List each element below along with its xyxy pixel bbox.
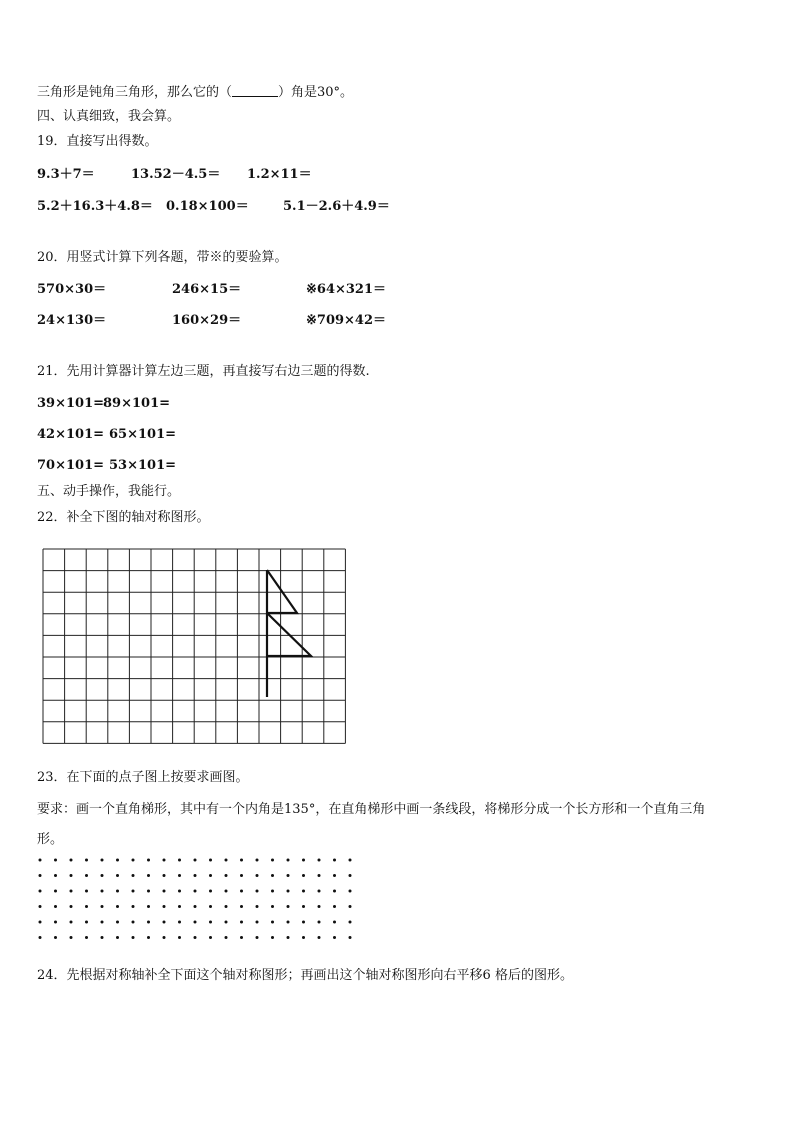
- dot: [163, 921, 166, 924]
- dot: [39, 890, 42, 893]
- dot: [333, 859, 336, 862]
- dot: [85, 859, 88, 862]
- dot: [147, 874, 150, 877]
- q21-item: 53×101=: [109, 458, 177, 473]
- dot: [54, 921, 57, 924]
- dot: [116, 936, 119, 939]
- dot: [147, 921, 150, 924]
- question-23-requirement: 要求：画一个直角梯形，其中有一个内角是135°，在直角梯形中画一条线段，将梯形分成一个长方形和一个直角三角: [37, 802, 706, 817]
- dot: [318, 921, 321, 924]
- q20-item: ※709×42＝: [306, 313, 387, 328]
- dot: [194, 936, 197, 939]
- q21-item: 89×101=: [103, 396, 171, 411]
- dot: [302, 874, 305, 877]
- question-24-title: 24．先根据对称轴补全下面这个轴对称图形；再画出这个轴对称图形向右平移6 格后的图形。: [37, 968, 573, 983]
- dot: [54, 874, 57, 877]
- dot: [256, 890, 259, 893]
- dot: [302, 905, 305, 908]
- dot: [116, 921, 119, 924]
- q20-item: 570×30＝: [37, 282, 107, 297]
- dot: [70, 921, 73, 924]
- dot: [333, 890, 336, 893]
- dot: [132, 874, 135, 877]
- dot: [225, 890, 228, 893]
- dot: [318, 905, 321, 908]
- dot: [318, 936, 321, 939]
- dot: [116, 905, 119, 908]
- dot: [39, 905, 42, 908]
- dot: [256, 936, 259, 939]
- q20-item: 246×15＝: [172, 282, 242, 297]
- upper-triangle: [267, 570, 297, 613]
- dot: [178, 936, 181, 939]
- dot-grid: [39, 859, 352, 940]
- dot: [240, 890, 243, 893]
- dot: [85, 890, 88, 893]
- dot: [287, 874, 290, 877]
- dot: [302, 936, 305, 939]
- dot: [163, 936, 166, 939]
- q21-item: 65×101=: [109, 427, 177, 442]
- dot: [318, 874, 321, 877]
- half-figure: [267, 570, 311, 697]
- section-5-heading: 五、动手操作，我能行。: [37, 484, 181, 499]
- dot: [163, 859, 166, 862]
- dot: [349, 859, 352, 862]
- dot: [240, 859, 243, 862]
- question-23-title: 23．在下面的点子图上按要求画图。: [37, 770, 249, 785]
- dot: [70, 890, 73, 893]
- question-22-title: 22．补全下图的轴对称图形。: [37, 510, 210, 525]
- dot: [349, 936, 352, 939]
- dot: [39, 859, 42, 862]
- dot: [209, 905, 212, 908]
- q19-item: 5.1－2.6＋4.9＝: [283, 199, 390, 214]
- lower-triangle: [267, 613, 311, 656]
- dot: [240, 905, 243, 908]
- dot: [194, 921, 197, 924]
- q19-item: 1.2×11＝: [247, 167, 312, 182]
- dot: [225, 936, 228, 939]
- dot: [225, 905, 228, 908]
- dot: [302, 859, 305, 862]
- dot: [178, 890, 181, 893]
- q20-item: ※64×321＝: [306, 282, 387, 297]
- dot: [256, 905, 259, 908]
- dot: [85, 874, 88, 877]
- dot: [271, 905, 274, 908]
- dot: [349, 921, 352, 924]
- dot: [287, 890, 290, 893]
- dot: [256, 921, 259, 924]
- dot: [101, 890, 104, 893]
- dot: [225, 859, 228, 862]
- dot: [116, 890, 119, 893]
- dot: [54, 905, 57, 908]
- question-23-requirement-cont: 形。: [37, 832, 64, 847]
- dot: [116, 859, 119, 862]
- dot: [147, 859, 150, 862]
- q20-item: 24×130＝: [37, 313, 107, 328]
- dot: [54, 859, 57, 862]
- dot: [39, 936, 42, 939]
- q19-item: 13.52－4.5＝: [131, 167, 221, 182]
- dot: [85, 905, 88, 908]
- dot: [240, 874, 243, 877]
- dot: [147, 890, 150, 893]
- dot: [209, 936, 212, 939]
- dot: [163, 905, 166, 908]
- dot: [101, 859, 104, 862]
- dot: [287, 921, 290, 924]
- dot: [287, 936, 290, 939]
- dot: [194, 905, 197, 908]
- dot: [209, 890, 212, 893]
- dot: [70, 905, 73, 908]
- dot: [132, 890, 135, 893]
- dot: [349, 890, 352, 893]
- dot: [271, 890, 274, 893]
- dot: [333, 921, 336, 924]
- dot: [132, 921, 135, 924]
- dot: [318, 890, 321, 893]
- question-21-title: 21．先用计算器计算左边三题，再直接写右边三题的得数.: [37, 364, 370, 379]
- dot: [132, 905, 135, 908]
- q18-text-prefix: 三角形是钝角三角形，那么它的（: [37, 85, 233, 100]
- dot: [116, 874, 119, 877]
- dot: [287, 905, 290, 908]
- dot: [54, 890, 57, 893]
- dot: [178, 859, 181, 862]
- q21-item: 42×101=: [37, 427, 105, 442]
- q20-item: 160×29＝: [172, 313, 242, 328]
- dot: [302, 921, 305, 924]
- dot: [271, 936, 274, 939]
- dot: [240, 921, 243, 924]
- dot: [209, 874, 212, 877]
- dot: [70, 859, 73, 862]
- dot: [163, 890, 166, 893]
- q19-item: 5.2＋16.3＋4.8＝: [37, 199, 153, 214]
- q18-text-suffix: ）角是30°。: [278, 85, 354, 100]
- dot: [333, 905, 336, 908]
- dot: [85, 921, 88, 924]
- dot: [194, 890, 197, 893]
- dot: [70, 936, 73, 939]
- dot: [132, 936, 135, 939]
- dot: [178, 905, 181, 908]
- dot: [225, 921, 228, 924]
- q21-item: 70×101=: [37, 458, 105, 473]
- dot: [271, 921, 274, 924]
- dot: [302, 890, 305, 893]
- section-4-heading: 四、认真细致，我会算。: [37, 109, 181, 124]
- dot: [85, 936, 88, 939]
- dot: [70, 874, 73, 877]
- dot: [256, 859, 259, 862]
- question-20-title: 20．用竖式计算下列各题，带※的要验算。: [37, 250, 288, 265]
- dot: [225, 874, 228, 877]
- q19-item: 0.18×100＝: [166, 199, 249, 214]
- dot: [54, 936, 57, 939]
- dot: [349, 874, 352, 877]
- dot: [271, 874, 274, 877]
- dot: [147, 936, 150, 939]
- dot: [256, 874, 259, 877]
- dot: [132, 859, 135, 862]
- dot: [101, 905, 104, 908]
- dot: [194, 874, 197, 877]
- dot: [147, 905, 150, 908]
- dot: [333, 874, 336, 877]
- dot: [349, 905, 352, 908]
- dot: [163, 874, 166, 877]
- q19-item: 9.3＋7＝: [37, 167, 95, 182]
- dot: [39, 921, 42, 924]
- dot: [194, 859, 197, 862]
- question-19-title: 19．直接写出得数。: [37, 134, 158, 149]
- dot: [39, 874, 42, 877]
- dot: [333, 936, 336, 939]
- dot: [209, 859, 212, 862]
- dot: [287, 859, 290, 862]
- dot: [101, 874, 104, 877]
- dot: [101, 921, 104, 924]
- dot: [178, 874, 181, 877]
- dot: [240, 936, 243, 939]
- dot: [178, 921, 181, 924]
- dot: [209, 921, 212, 924]
- dot: [101, 936, 104, 939]
- dot: [271, 859, 274, 862]
- dot: [318, 859, 321, 862]
- q21-item: 39×101=: [37, 396, 105, 411]
